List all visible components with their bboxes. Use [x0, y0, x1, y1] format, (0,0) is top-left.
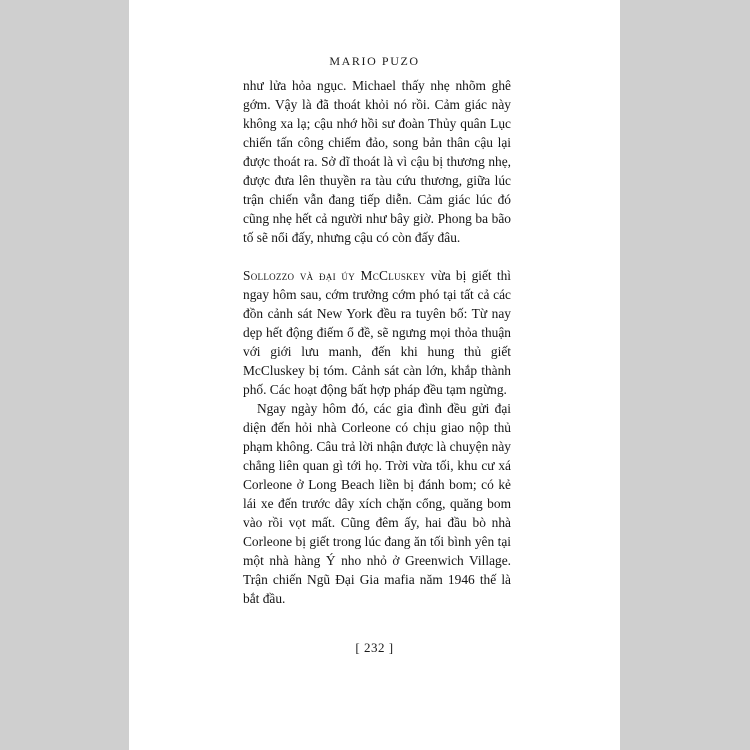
paragraph-2: [243, 266, 511, 399]
book-page: [129, 0, 620, 750]
page-number: [ 232 ]: [355, 640, 394, 655]
paragraph-3: Ngay ngày hôm đó, các gia đình đều gửi đại diện đến hỏi nhà Corleone có chịu giao nộp thủ phạm không. Câu trả lời nhận được là chuyện này chẳng liên quan gì tới họ. Trời vừa tối, khu cư xá Corleone ở Long Beach liền bị đánh bom; có kẻ lái xe đến trước dây xích chặn cổng, quăng bom vào rồi vọt mất. Cũng đêm ấy, hai đầu bò nhà Corleone bị giết trong lúc đang ăn tối bình yên tại một nhà hàng Ý nho nhỏ ở Greenwich Village. Trận chiến Ngũ Đại Gia mafia năm 1946 thế là bắt đầu.: [243, 401, 511, 606]
paragraph-2-lead-in: Sollozzo và đại úy McCluskey: [243, 268, 426, 283]
body-text: [243, 76, 511, 608]
running-head-author: MARIO PUZO: [329, 54, 420, 68]
paragraph-1: như lửa hỏa ngục. Michael thấy nhẹ nhõm ghê gớm. Vậy là đã thoát khỏi nó rồi. Cảm giác này không xa lạ; cậu nhớ hồi sư đoàn Thủy quân Lục chiến tấn công chiếm đảo, song bản thân cậu lại được thoát ra. Sở dĩ thoát là vì cậu bị thương nhẹ, được đưa lên thuyền ra tàu cứu thương, giữa lúc trận chiến vẫn đang tiếp diễn. Cảm giác lúc đó cũng nhẹ hết cả người như bây giờ. Phong ba bão tố sẽ nổi đấy, nhưng cậu có còn đấy đâu.: [243, 78, 511, 245]
paragraph-2-text: vừa bị giết thì ngay hôm sau, cớm trưởng cớm phó tại tất cả các đồn cảnh sát New York đều ra tuyên bố: Từ nay dẹp hết động điếm ổ đề, sẽ ngưng mọi thỏa thuận với giới lưu manh, đến khi hung thủ giết McCluskey bị tóm. Cảnh sát càn lớn, khắp thành phố. Các hoạt động bất hợp pháp đều tạm ngừng.: [243, 268, 512, 397]
